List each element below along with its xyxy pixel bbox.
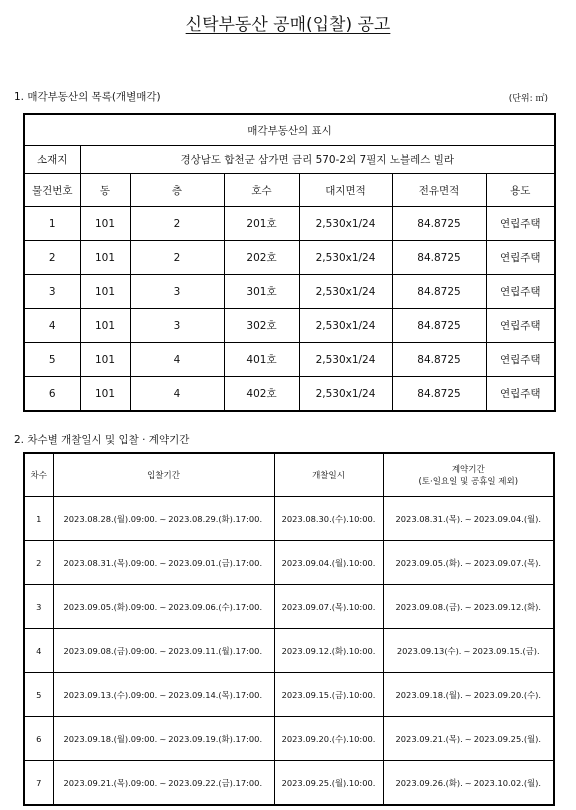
property-cell: 101 (80, 309, 130, 343)
bid-start: 2023.09.21.(목).09:00. (63, 777, 158, 788)
bid-end: 2023.09.14.(목).17:00. (168, 689, 263, 700)
open-date-cell: 2023.09.25.(월).10:00. (274, 761, 383, 806)
round-cell: 4 (24, 629, 53, 673)
contract-start: 2023.09.18.(월). (395, 689, 463, 700)
property-cell: 2 (130, 207, 224, 241)
contract-end: 2023.09.20.(수). (473, 689, 541, 700)
property-row (24, 275, 555, 309)
range-separator: ~ (159, 777, 167, 788)
property-cell: 6 (24, 377, 80, 412)
property-cell: 3 (130, 275, 224, 309)
open-date-header: 개찰일시 (274, 453, 383, 497)
property-cell: 연립주택 (486, 343, 555, 377)
contract-end: 2023.10.02.(월). (473, 777, 541, 788)
property-cell: 402호 (224, 377, 299, 412)
round-cell: 2 (24, 541, 53, 585)
contract-start: 2023.09.08.(금). (395, 601, 463, 612)
property-cell: 101 (80, 275, 130, 309)
property-cell: 2,530x1/24 (299, 207, 392, 241)
range-separator: ~ (464, 557, 472, 568)
property-cell: 302호 (224, 309, 299, 343)
round-cell: 6 (24, 717, 53, 761)
property-cell: 2 (130, 241, 224, 275)
bid-start: 2023.08.28.(월).09:00. (63, 513, 158, 524)
bid-end: 2023.08.29.(화).17:00. (168, 513, 263, 524)
contract-period-cell (383, 497, 554, 541)
contract-header-line2: (토·일요일 및 공휴일 제외) (418, 477, 519, 487)
bid-period-header: 입찰기간 (53, 453, 274, 497)
header-cell: 동 (80, 174, 130, 207)
bid-start: 2023.08.31.(목).09:00. (63, 557, 158, 568)
property-cell: 84.8725 (392, 241, 486, 275)
property-cell: 2,530x1/24 (299, 275, 392, 309)
table-title: 매각부동산의 표시 (24, 114, 555, 146)
property-row (24, 207, 555, 241)
property-cell: 3 (130, 309, 224, 343)
range-separator: ~ (464, 689, 472, 700)
range-separator: ~ (159, 689, 167, 700)
property-cell: 4 (130, 343, 224, 377)
contract-period-cell (383, 717, 554, 761)
location-label: 소재지 (24, 146, 80, 174)
range-separator: ~ (159, 601, 167, 612)
schedule-row (24, 717, 554, 761)
table-header-row (24, 174, 555, 207)
property-cell: 1 (24, 207, 80, 241)
bid-end: 2023.09.06.(수).17:00. (168, 601, 263, 612)
bid-period-cell (53, 585, 274, 629)
contract-end: 2023.09.07.(목). (473, 557, 541, 568)
property-cell: 2,530x1/24 (299, 309, 392, 343)
contract-start: 2023.09.13(수). (396, 645, 462, 656)
property-cell: 202호 (224, 241, 299, 275)
property-cell: 연립주택 (486, 309, 555, 343)
range-separator: ~ (463, 645, 471, 656)
header-cell: 층 (130, 174, 224, 207)
property-cell: 101 (80, 207, 130, 241)
schedule-row (24, 673, 554, 717)
property-row (24, 343, 555, 377)
open-date-cell: 2023.09.20.(수).10:00. (274, 717, 383, 761)
contract-period-cell (383, 673, 554, 717)
property-cell: 4 (130, 377, 224, 412)
bid-end: 2023.09.11.(월).17:00. (168, 645, 263, 656)
property-cell: 201호 (224, 207, 299, 241)
location-value: 경상남도 합천군 삼가면 금리 570-2외 7필지 노블레스 빌라 (80, 146, 555, 174)
range-separator: ~ (159, 733, 167, 744)
bid-start: 2023.09.05.(화).09:00. (63, 601, 158, 612)
property-cell: 84.8725 (392, 275, 486, 309)
open-date-cell: 2023.09.07.(목).10:00. (274, 585, 383, 629)
contract-period-cell (383, 629, 554, 673)
property-cell: 연립주택 (486, 275, 555, 309)
property-cell: 4 (24, 309, 80, 343)
property-cell: 2,530x1/24 (299, 343, 392, 377)
round-cell: 5 (24, 673, 53, 717)
bid-end: 2023.09.01.(금).17:00. (168, 557, 263, 568)
property-cell: 101 (80, 241, 130, 275)
property-cell: 2 (24, 241, 80, 275)
open-date-cell: 2023.09.15.(금).10:00. (274, 673, 383, 717)
contract-period-cell (383, 541, 554, 585)
property-cell: 연립주택 (486, 207, 555, 241)
schedule-header-row (24, 453, 554, 497)
open-date-cell: 2023.09.04.(월).10:00. (274, 541, 383, 585)
property-cell: 연립주택 (486, 241, 555, 275)
page-title (0, 10, 576, 35)
property-cell: 401호 (224, 343, 299, 377)
header-cell: 용도 (486, 174, 555, 207)
contract-start: 2023.09.05.(화). (395, 557, 463, 568)
round-header: 차수 (24, 453, 53, 497)
header-cell: 호수 (224, 174, 299, 207)
property-cell: 84.8725 (392, 343, 486, 377)
schedule-table (23, 452, 555, 806)
round-cell: 3 (24, 585, 53, 629)
schedule-row (24, 761, 554, 806)
range-separator: ~ (159, 557, 167, 568)
property-cell: 101 (80, 377, 130, 412)
contract-start: 2023.09.26.(화). (395, 777, 463, 788)
unit-label: (단위: ㎡) (508, 94, 548, 104)
bid-start: 2023.09.18.(월).09:00. (63, 733, 158, 744)
bid-start: 2023.09.08.(금).09:00. (63, 645, 158, 656)
property-cell: 84.8725 (392, 309, 486, 343)
contract-start: 2023.09.21.(목). (395, 733, 463, 744)
schedule-row (24, 585, 554, 629)
property-cell: 84.8725 (392, 377, 486, 412)
bid-start: 2023.09.13.(수).09:00. (63, 689, 158, 700)
bid-end: 2023.09.19.(화).17:00. (168, 733, 263, 744)
range-separator: ~ (464, 733, 472, 744)
contract-header-line1: 계약기간 (451, 465, 485, 475)
range-separator: ~ (464, 777, 472, 788)
round-cell: 7 (24, 761, 53, 806)
property-cell: 2,530x1/24 (299, 377, 392, 412)
bid-period-cell (53, 629, 274, 673)
bid-period-cell (53, 761, 274, 806)
property-cell: 301호 (224, 275, 299, 309)
range-separator: ~ (464, 513, 472, 524)
property-cell: 연립주택 (486, 377, 555, 412)
bid-period-cell (53, 717, 274, 761)
page-title-text: 신탁부동산 공매(입찰) 공고 (185, 15, 391, 35)
range-separator: ~ (159, 513, 167, 524)
schedule-row (24, 629, 554, 673)
contract-period-cell (383, 585, 554, 629)
schedule-row (24, 497, 554, 541)
property-list-table (23, 113, 556, 412)
contract-end: 2023.09.15.(금). (472, 645, 540, 656)
property-row (24, 241, 555, 275)
property-cell: 101 (80, 343, 130, 377)
bid-period-cell (53, 673, 274, 717)
bid-period-cell (53, 497, 274, 541)
property-row (24, 309, 555, 343)
bid-end: 2023.09.22.(금).17:00. (168, 777, 263, 788)
section1-heading: 1. 매각부동산의 목록(개별매각) (14, 91, 161, 103)
contract-end: 2023.09.12.(화). (473, 601, 541, 612)
property-row (24, 377, 555, 412)
property-cell: 2,530x1/24 (299, 241, 392, 275)
property-cell: 3 (24, 275, 80, 309)
property-cell: 84.8725 (392, 207, 486, 241)
header-cell: 전유면적 (392, 174, 486, 207)
contract-period-cell (383, 761, 554, 806)
property-cell: 5 (24, 343, 80, 377)
contract-period-header (383, 453, 554, 497)
bid-period-cell (53, 541, 274, 585)
schedule-row (24, 541, 554, 585)
header-cell: 물건번호 (24, 174, 80, 207)
header-cell: 대지면적 (299, 174, 392, 207)
range-separator: ~ (464, 601, 472, 612)
open-date-cell: 2023.08.30.(수).10:00. (274, 497, 383, 541)
open-date-cell: 2023.09.12.(화).10:00. (274, 629, 383, 673)
range-separator: ~ (159, 645, 167, 656)
contract-end: 2023.09.25.(월). (473, 733, 541, 744)
contract-end: 2023.09.04.(월). (473, 513, 541, 524)
round-cell: 1 (24, 497, 53, 541)
contract-start: 2023.08.31.(목). (395, 513, 463, 524)
section2-heading: 2. 차수별 개찰일시 및 입찰 · 계약기간 (14, 434, 190, 446)
